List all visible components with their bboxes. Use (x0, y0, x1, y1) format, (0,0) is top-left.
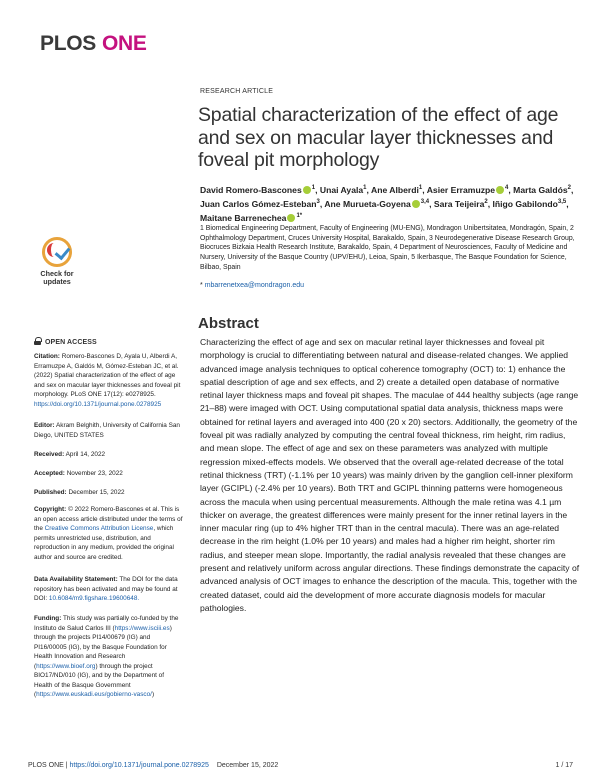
author-affiliation-number: 2 (567, 185, 571, 191)
orcid-icon[interactable] (412, 200, 420, 208)
footer-journal: PLOS ONE (28, 762, 64, 769)
orcid-icon[interactable] (303, 186, 311, 194)
author-name (320, 185, 371, 195)
funding-link-basque-gov[interactable]: https://www.euskadi.eus/gobierno-vasco/ (36, 691, 152, 698)
author-name-text: Ane Alberdi (370, 184, 419, 195)
author-separator: , (366, 184, 371, 195)
check-for-updates-label (34, 270, 80, 286)
author-list (200, 182, 580, 224)
received-label: Received: (34, 451, 65, 458)
author-name-text: Sara Teijeira (433, 198, 485, 209)
funding-text-4: ) (151, 691, 155, 698)
citation-label: Citation: (34, 353, 60, 360)
author-name-text: Ane Murueta-Goyena (324, 198, 411, 209)
author-name-text: Maitane Barrenechea (200, 212, 287, 223)
funding-block (34, 614, 184, 700)
author-name (200, 185, 320, 195)
author-affiliation-number: 1 (363, 185, 367, 191)
abstract-heading: Abstract (198, 315, 259, 332)
author-separator: , (319, 198, 325, 209)
article-type: RESEARCH ARTICLE (200, 88, 274, 95)
author-name (434, 199, 493, 209)
received-block (34, 450, 184, 460)
abstract-body: Characterizing the effect of age and sex on macular retinal layer thicknesses and foveal pit morphology is crucial to differentiating between natural and disease-related changes. We applied advanced image analysis techniques to optical coherence tomography (OCT) to: 1) enhance the spatial description of age and sex effects, and 2) create a detailed open database of normative retinal layer thickness maps and foveal pit shapes. The maculae of 444 healthy subjects (age range 21–88) were imaged with OCT. Using computational spatial data analysis, thickness maps were obtained for retinal layers and averaged into 400 (20 x 20) sectors. Additionally, the geometry of the foveal pit was radially analyzed by computing the central foveal thickness, rim height, rim radius, and mean slope. The effect of age and sex on these parameters was analyzed with multiple regression mixed-effects models. We observed that the overall age-related decrease of the total retinal thickness (TRT) (-1.1% per 10 years) was mainly driven by the ganglion cell-inner plexiform layer (GCIPL) (-2.4% per 10 years). Both TRT and GCIPL thinning patterns were homogeneous across the macula when using percentual measurements. Although the male retina was 4.1 µm thicker on average, the greatest differences were mainly present for the inner retinal layers in the inner macular ring (up to 4% higher TRT than in the central macula). There was an age-related decrease in the rim height (1.0% per 10 years) and males had a higher rim height, shorter rim radius, and steeper mean slope. Importantly, the radial analysis revealed that these changes are present and relatively uniform across angular directions. These findings demonstrate the capacity of advanced analysis of OCT images to enhance the description of the macula. This, together with the created dataset, could aid the development of more accurate diagnosis models for macular pathologies. (200, 337, 580, 613)
logo-plos: PLOS (40, 32, 96, 55)
logo-one: ONE (101, 32, 147, 55)
copyright-text: © 2022 Romero-Bascones et al. This is an open access article distributed under the terms of the (34, 506, 183, 532)
author-name (493, 199, 569, 209)
orcid-icon[interactable] (287, 214, 295, 222)
published-block (34, 488, 184, 498)
page-number: 1 / 17 (555, 762, 573, 769)
author-affiliation-number: 1* (296, 213, 303, 220)
data-doi-link[interactable]: 10.6084/m9.figshare.19600648. (48, 595, 140, 602)
open-access-text: OPEN ACCESS (45, 339, 97, 346)
data-availability-text: The DOI for the data repository has been activated and may be found at DOI: (34, 576, 178, 602)
funding-label: Funding: (34, 615, 62, 622)
copyright-block (34, 505, 184, 562)
affiliations: 1 Biomedical Engineering Department, Faculty of Engineering (MU-ENG), Mondragon Unibertsitatea, Mondragón, Spain, 2 Ophthalmology Department, Cruces University Hospital, Barakaldo, Spain, 3 Neurodegenerative Disease Research Group, Biocruces Bizkaia Health Research Institute, Barakaldo, Spain, 4 Department of Neurosciences, Faculty of Medicine and Nursery, University of the Basque Country (UPV/EHU), Leioa, Spain, 5 Ikerbasque, The Basque Foundation for Science, Bilbao, Spain (200, 225, 575, 271)
badge-line-2: updates (43, 277, 71, 286)
data-availability-block (34, 575, 184, 604)
plos-one-logo[interactable] (40, 32, 147, 56)
corresponding-marker: * (200, 282, 203, 289)
corresponding-author (200, 282, 304, 289)
orcid-icon[interactable] (496, 186, 504, 194)
author-separator: , (429, 198, 434, 209)
author-name (513, 185, 573, 195)
funding-link-isciii[interactable]: https://www.isciii.es (114, 624, 170, 632)
author-name (427, 185, 513, 195)
author-separator: , (566, 198, 569, 209)
footer-doi-link[interactable]: https://doi.org/10.1371/journal.pone.0278925 (69, 762, 209, 769)
copyright-label: Copyright: (34, 506, 67, 513)
accepted-label: Accepted: (34, 470, 65, 477)
author-name-text: Marta Galdós (513, 184, 568, 195)
author-name (200, 213, 302, 223)
copyright-text-end: , which permits unrestricted use, distribution, and reproduction in any medium, provided the original author and source are credited. (34, 525, 174, 561)
editor-label: Editor: (34, 422, 55, 429)
author-affiliation-number: 3,5 (557, 199, 567, 206)
author-affiliation-number: 4 (505, 185, 509, 191)
author-separator: , (487, 198, 493, 209)
author-affiliation-number: 3 (316, 199, 320, 206)
corresponding-email-link[interactable]: mbarrenetxea@mondragon.edu (204, 282, 305, 289)
check-for-updates-badge[interactable] (34, 237, 80, 293)
published-date: December 15, 2022 (68, 489, 125, 496)
check-for-updates-icon (42, 237, 72, 267)
author-separator: , (508, 184, 514, 195)
citation-block (34, 352, 184, 409)
author-name (371, 185, 427, 195)
citation-doi-link[interactable]: https://doi.org/10.1371/journal.pone.0278925 (34, 400, 162, 408)
accepted-block (34, 469, 184, 479)
author-name (324, 199, 434, 209)
editor-block (34, 421, 184, 440)
funding-text-2: ) through the projects PI14/00679 (IG) and PI16/00005 (IG), by the Basque Foundation for Health Innovation and Research ( (34, 624, 172, 670)
footer-separator: | (63, 762, 70, 769)
received-date: April 14, 2022 (65, 451, 106, 458)
author-name (200, 199, 324, 209)
author-name-text: Iñigo Gabilondo (492, 198, 558, 209)
author-separator: , (570, 184, 574, 195)
author-name-text: David Romero-Bascones (200, 184, 302, 195)
author-affiliation-number: 1 (418, 185, 423, 191)
author-name-text: Unai Ayala (319, 184, 364, 195)
funding-link-bioef[interactable]: https://www.bioef.org (36, 662, 96, 670)
author-name-text: Asier Erramuzpe (426, 184, 496, 195)
editor-text: Akram Belghith, University of California San Diego, UNITED STATES (34, 422, 180, 439)
open-access-label (34, 337, 97, 346)
published-label: Published: (34, 489, 67, 496)
license-link[interactable]: Creative Commons Attribution License (44, 525, 154, 532)
accepted-date: November 23, 2022 (66, 470, 123, 477)
page-footer (28, 762, 573, 769)
open-lock-icon (34, 337, 41, 345)
funding-text: This study was partially co-funded by the Instituto de Salud Carlos III ( (34, 615, 179, 632)
author-separator: , (422, 184, 427, 195)
author-name-text: Juan Carlos Gómez-Esteban (200, 198, 317, 209)
citation-text: Romero-Bascones D, Ayala U, Alberdi A, Erramuzpe A, Galdós M, Gómez-Esteban JC, et al. (2022) Spatial characterization of the effect of age and sex on macular layer thicknesses and foveal pit morphology. PLoS ONE 17(12): e0278925. (34, 353, 181, 398)
footer-date: December 15, 2022 (216, 762, 279, 769)
article-title: Spatial characterization of the effect of age and sex on macular layer thicknesses and foveal pit morphology (198, 104, 559, 171)
data-availability-label: Data Availability Statement: (34, 576, 118, 583)
author-separator: , (315, 184, 320, 195)
author-affiliation-number: 2 (484, 199, 488, 206)
author-affiliation-number: 3,4 (420, 199, 430, 206)
author-affiliation-number: 1 (311, 185, 316, 191)
badge-line-1: Check for (40, 269, 74, 278)
funding-text-3: ) through the project BIO17/ND/010 (IG), and by the Department of Health of the Basque Government ( (34, 662, 165, 698)
